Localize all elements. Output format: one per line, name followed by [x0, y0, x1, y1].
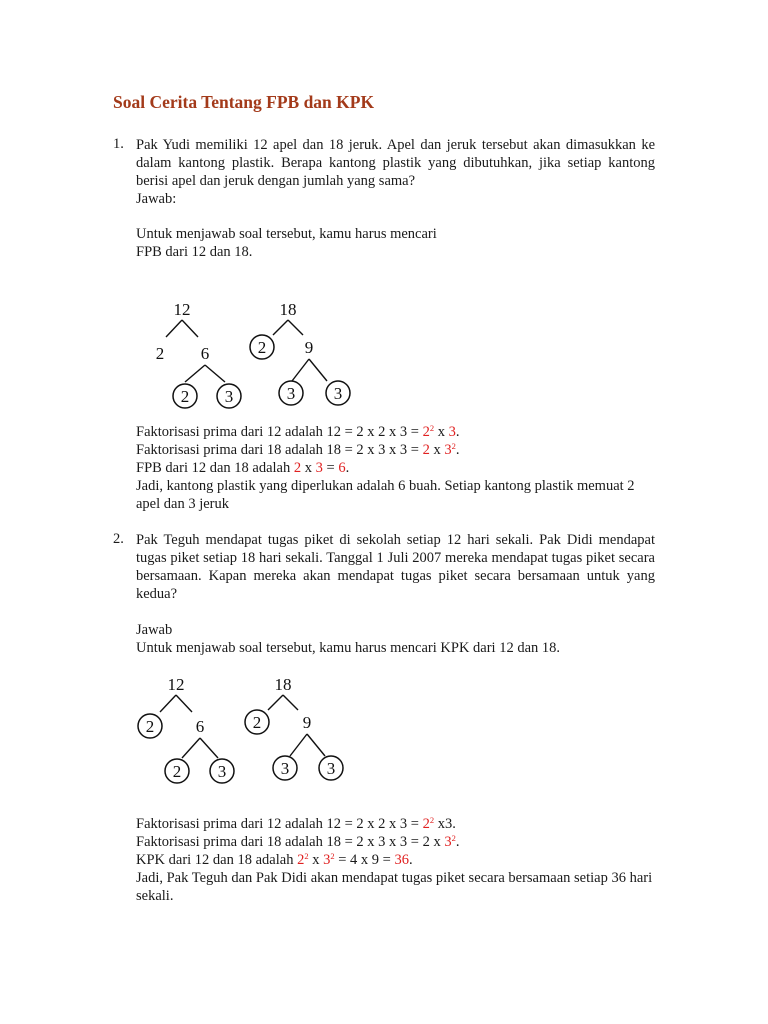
- tree-branch: [268, 695, 283, 710]
- answer-2-conclusion: Jadi, Pak Teguh dan Pak Didi akan mendapat tugas piket secara bersamaan setiap 36 hari sekali.: [136, 870, 653, 904]
- tree-branch: [309, 359, 327, 381]
- tree-node-prime: 2: [252, 713, 262, 732]
- answer-1-intro: [136, 225, 655, 261]
- question-1-body: Pak Yudi memiliki 12 apel dan 18 jeruk. Apel dan jeruk tersebut akan dimasukkan ke dalam kantong plastik. Berapa kantong plastik yang dibutuhkan, jika setiap kantong berisi apel dan jeruk dengan jumlah yang sama?: [136, 137, 655, 189]
- question-2-jawab: Jawab: [136, 622, 173, 638]
- tree-node-composite: 6: [200, 344, 210, 363]
- page-title: Soal Cerita Tentang FPB dan KPK: [113, 92, 375, 112]
- tree-branch: [205, 365, 225, 382]
- tree-node-root: 12: [167, 675, 185, 694]
- factor-tree-12-fpb: [140, 295, 250, 415]
- kpk-result: KPK dari 12 dan 18 adalah $2^2$ x $3^2 = 4$ x 9 = 36.: [136, 851, 413, 868]
- factor-tree-18-kpk: [240, 670, 360, 790]
- tree-node-prime: 2: [155, 344, 165, 363]
- tree-node-prime: 2: [145, 717, 155, 736]
- answer-1-working: [136, 423, 655, 513]
- factorization-18: Faktorisasi prima dari 18 adalah 18 = 2 x 3 x 3 = 2 x $3^2$.: [136, 833, 460, 850]
- tree-node-prime: 3: [280, 759, 290, 778]
- tree-node-prime: 2: [180, 387, 190, 406]
- answer-2-intro-line: Untuk menjawab soal tersebut, kamu harus mencari KPK dari 12 dan 18.: [136, 640, 561, 656]
- tree-node-prime: 3: [217, 762, 227, 781]
- factorization-12: Faktorisasi prima dari 12 adalah 12 = 2 x 2 x $3 = 2^2$ x3.: [136, 815, 456, 832]
- tree-branch: [273, 320, 288, 335]
- tree-branch: [182, 320, 198, 337]
- tree-branch: [307, 734, 325, 756]
- answer-1-intro-line1: Untuk menjawab soal tersebut, kamu harus mencari: [136, 226, 437, 242]
- tree-branch: [166, 320, 182, 337]
- tree-branch: [292, 359, 309, 381]
- tree-node-composite: 9: [302, 713, 312, 732]
- tree-branch: [160, 695, 176, 712]
- tree-node-prime: 2: [172, 762, 182, 781]
- tree-branch: [185, 365, 205, 382]
- tree-node-prime: 3: [333, 384, 343, 403]
- tree-branch: [176, 695, 192, 712]
- factorization-12: Faktorisasi prima dari 12 adalah 12 = 2 x 2 x $3 = 2^2$ x 3.: [136, 423, 460, 440]
- tree-node-composite: 9: [304, 338, 314, 357]
- tree-node-prime: 3: [286, 384, 296, 403]
- answer-2-working: [136, 815, 655, 905]
- factor-tree-18-fpb: [245, 295, 365, 415]
- tree-branch: [290, 734, 307, 756]
- tree-branch: [288, 320, 303, 335]
- tree-node-composite: 6: [195, 717, 205, 736]
- question-2-body: Pak Teguh mendapat tugas piket di sekolah setiap 12 hari sekali. Pak Didi mendapat tugas piket setiap 18 hari sekali. Tanggal 1 Juli 2007 mereka mendapat tugas piket secara bersamaan. Kapan mereka akan mendapat tugas piket secara bersamaan untuk yang kedua?: [136, 532, 655, 602]
- question-1-jawab: Jawab:: [136, 191, 177, 207]
- tree-branch: [200, 738, 218, 758]
- fpb-result: FPB dari 12 dan 18 adalah 2 x 3 = 6.: [136, 460, 350, 476]
- question-2-number: 2.: [113, 531, 124, 547]
- tree-node-root: 12: [173, 300, 191, 319]
- tree-branch: [182, 738, 200, 758]
- factorization-18: Faktorisasi prima dari 18 adalah 18 = 2 x 3 x 3 = 2 x $3^2$.: [136, 441, 460, 458]
- tree-node-prime: 3: [326, 759, 336, 778]
- question-2-text: [136, 531, 655, 603]
- tree-branch: [283, 695, 298, 710]
- answer-1-conclusion: Jadi, kantong plastik yang diperlukan adalah 6 buah. Setiap kantong plastik memuat 2 apel dan 3 jeruk: [136, 478, 635, 512]
- tree-node-prime: 3: [224, 387, 234, 406]
- answer-2-intro: [136, 621, 655, 657]
- question-1-text: [136, 136, 655, 208]
- tree-node-prime: 2: [257, 338, 267, 357]
- question-1-number: 1.: [113, 136, 124, 152]
- answer-1-intro-line2: FPB dari 12 dan 18.: [136, 244, 253, 260]
- tree-node-root: 18: [279, 300, 297, 319]
- tree-node-root: 18: [274, 675, 292, 694]
- factor-tree-12-kpk: [135, 670, 250, 790]
